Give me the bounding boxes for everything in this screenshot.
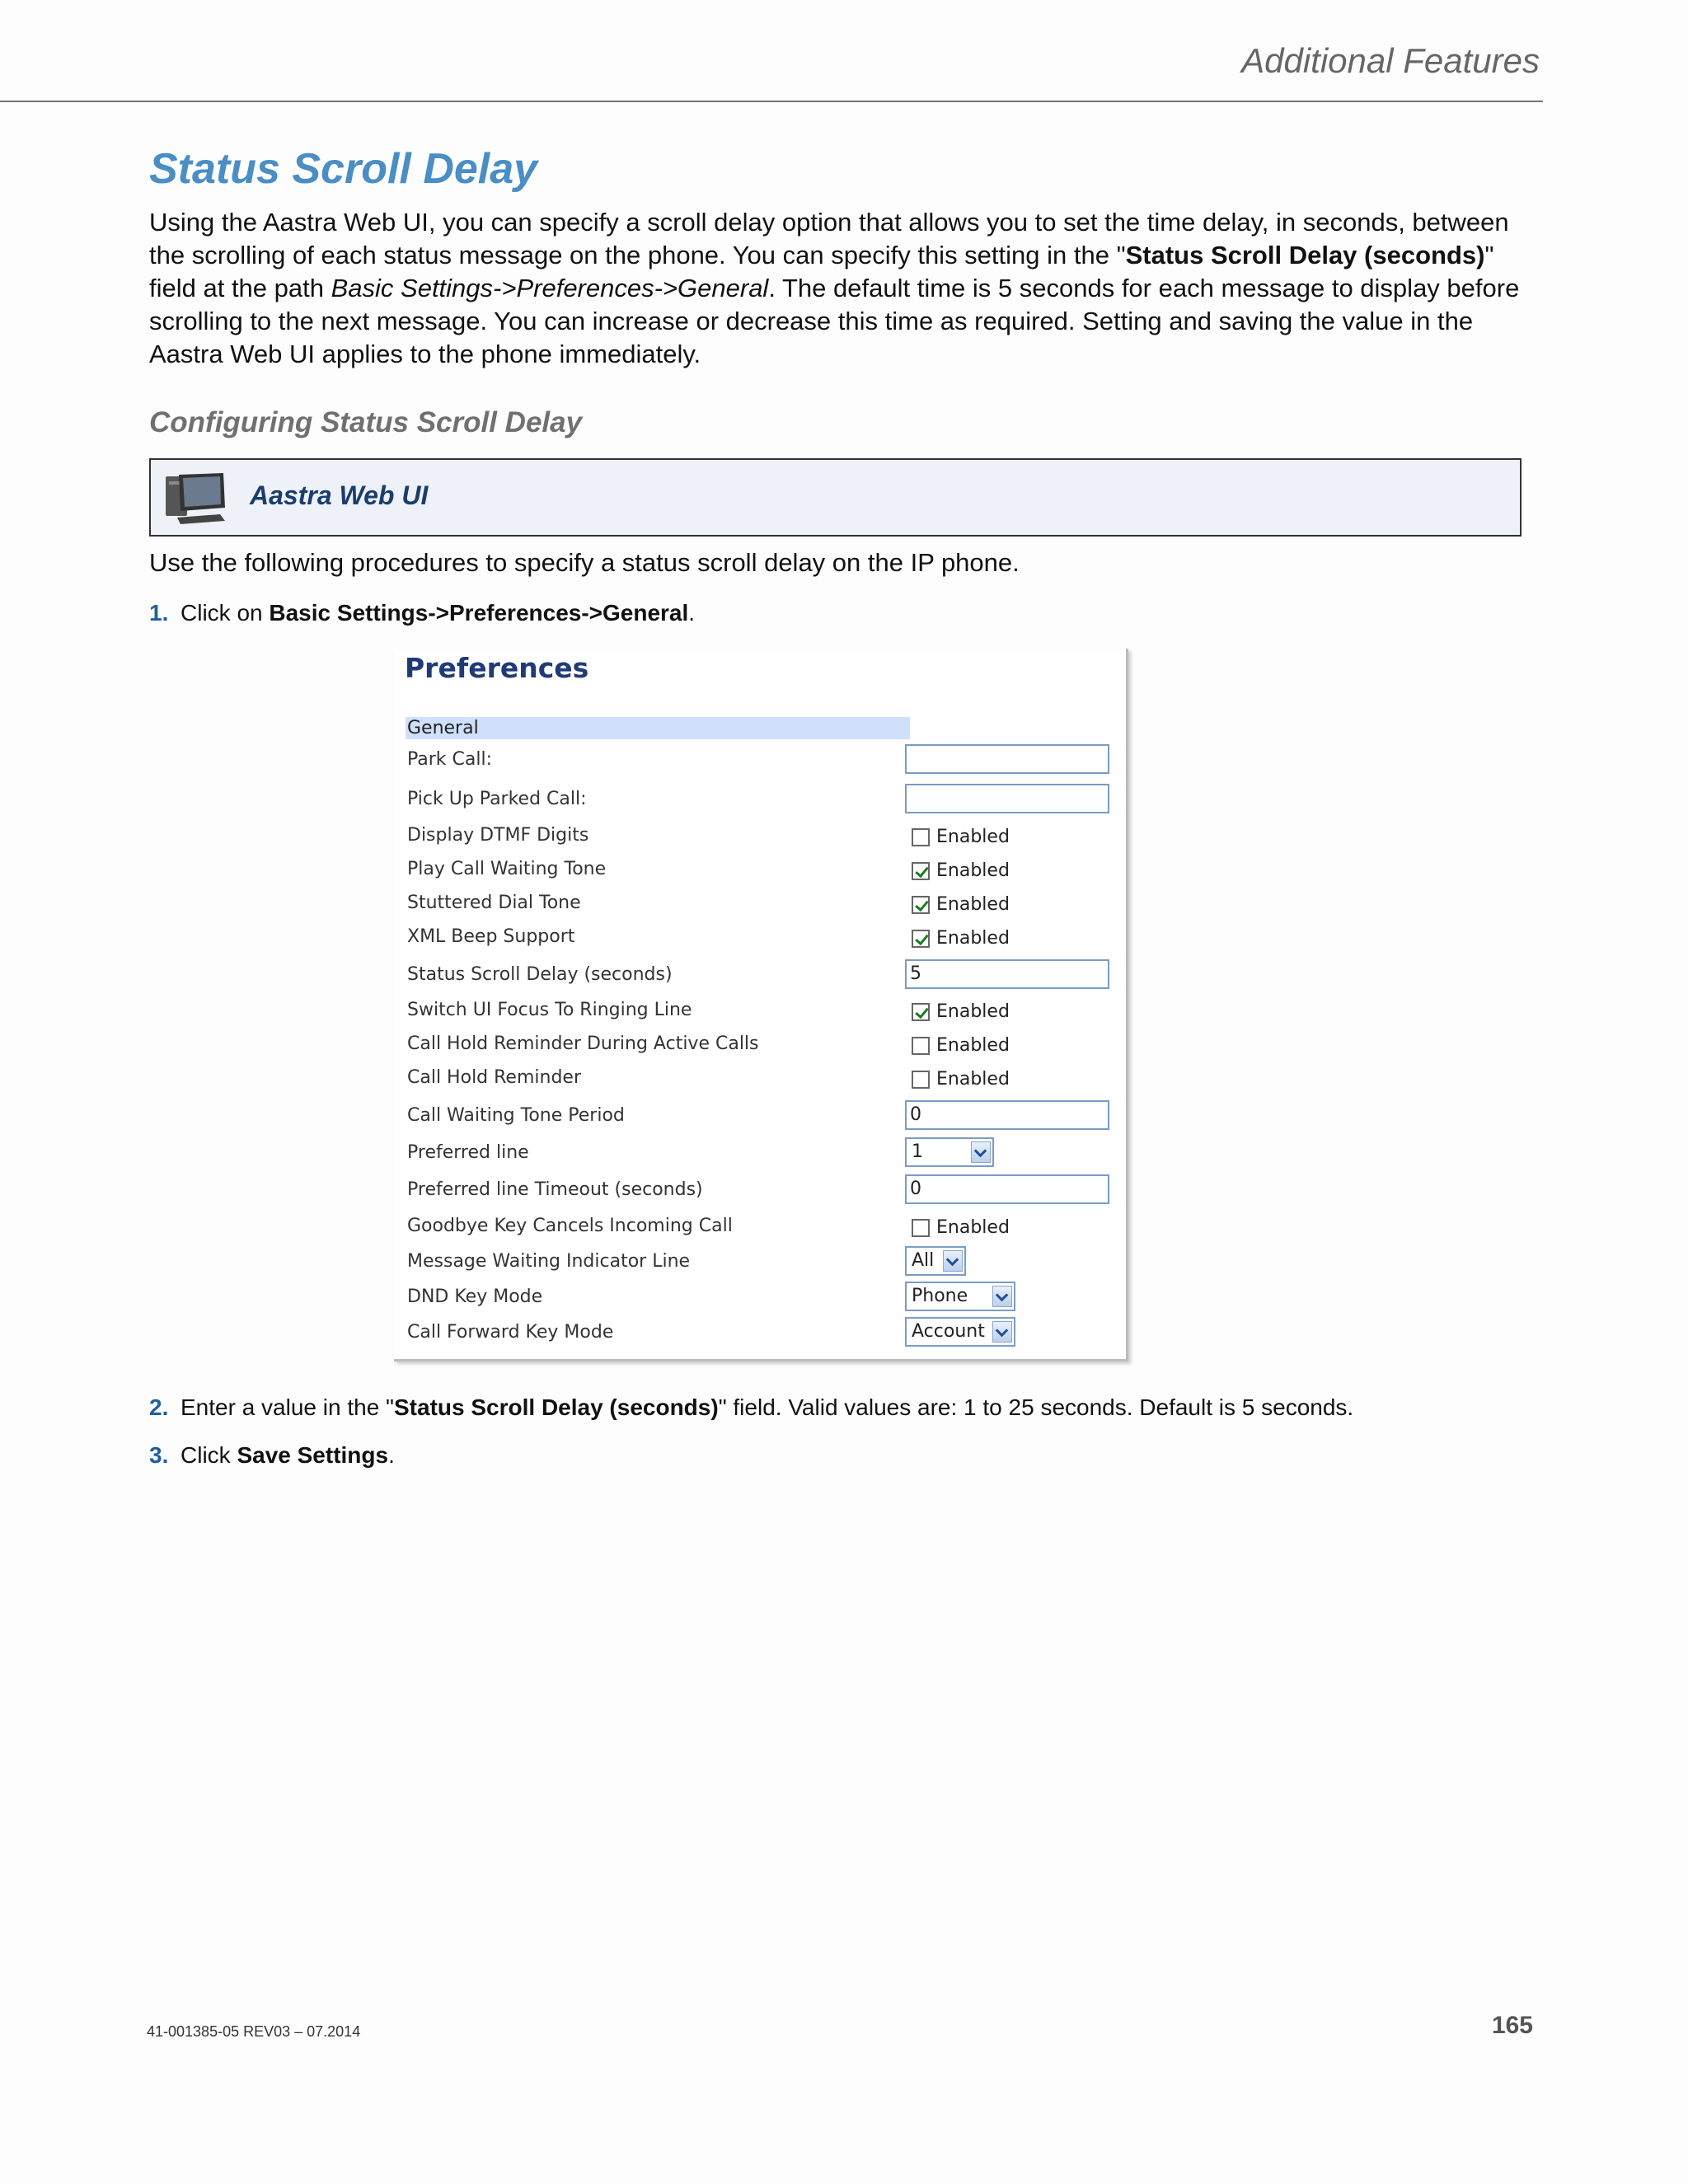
step-number: 2. [149,1394,169,1420]
intro-text-3: . The default time is 5 seconds for each message to display before scrolling to the next message. You can increase or decrease this time as required. Setting and saving the value in the Aastra Web UI applies to the phone immediately. [149,274,1520,368]
step-text-end: . [388,1442,395,1468]
step-text-end: " field. Valid values are: 1 to 25 seconds. Default is 5 seconds. [718,1394,1354,1420]
step-bold: Status Scroll Delay (seconds) [394,1394,719,1420]
banner-label: Aastra Web UI [250,480,429,510]
checkbox-label: Enabled [936,1035,1010,1056]
mwi-line-select[interactable] [905,1246,966,1276]
call-hold-reminder-checkbox[interactable] [912,1071,930,1089]
checkbox-label: Enabled [936,1217,1010,1238]
checkbox-label: Enabled [936,1069,1010,1090]
row-label: Status Scroll Delay (seconds) [407,964,673,985]
call-forward-key-mode-select[interactable] [905,1317,1015,1347]
web-ui-banner [149,458,1522,537]
step-3 [149,1442,395,1469]
intro-text-2: " field at the path [149,241,1494,302]
row-label: XML Beep Support [407,926,575,947]
call-hold-reminder-active-checkbox[interactable] [912,1037,930,1055]
call-waiting-tone-period-input[interactable]: 0 [905,1100,1109,1130]
row-label: Goodbye Key Cancels Incoming Call [407,1216,733,1236]
select-value: Account [912,1321,985,1342]
row-label: Park Call: [407,749,493,770]
step-text: Enter a value in the " [181,1394,394,1420]
row-label: Pick Up Parked Call: [407,789,587,809]
row-label: DND Key Mode [407,1286,543,1307]
row-label: Preferred line Timeout (seconds) [407,1179,703,1200]
chevron-down-icon[interactable] [943,1250,963,1272]
row-label: Message Waiting Indicator Line [407,1251,691,1272]
general-section-header: General [406,717,910,739]
step-bold: Save Settings [237,1442,389,1468]
intro-text-1: Using the Aastra Web UI, you can specify a scroll delay option that allows you to set the time delay, in seconds, between the scrolling of each status message on the phone. You can specify this setting in the " [149,208,1509,269]
row-label: Stuttered Dial Tone [407,893,581,913]
document-id: 41-001385-05 REV03 – 07.2014 [147,2023,361,2040]
pick-up-parked-call-input[interactable] [905,784,1109,813]
play-call-waiting-tone-checkbox[interactable] [912,862,930,880]
preferences-title: Preferences [405,652,589,684]
step-1 [149,600,695,626]
row-label: Call Hold Reminder [407,1067,581,1088]
stuttered-dial-tone-checkbox[interactable] [912,896,930,914]
row-label: Call Forward Key Mode [407,1322,614,1343]
display-dtmf-digits-checkbox[interactable] [912,828,930,846]
preferred-line-select[interactable] [905,1137,994,1167]
intro-paragraph [149,206,1538,371]
running-header: Additional Features [1241,41,1540,80]
select-value: Phone [912,1286,968,1306]
goodbye-key-cancels-checkbox[interactable] [912,1219,930,1237]
header-divider [0,101,1543,102]
step-text: Click on [181,600,270,626]
row-label: Switch UI Focus To Ringing Line [407,1000,692,1020]
dnd-key-mode-select[interactable] [905,1282,1015,1311]
park-call-input[interactable] [905,744,1109,774]
checkbox-label: Enabled [936,827,1010,847]
step-2 [149,1394,1353,1421]
row-label: Display DTMF Digits [407,825,589,846]
chevron-down-icon[interactable] [992,1286,1012,1307]
step-text-end: . [688,600,696,626]
checkbox-label: Enabled [936,860,1010,881]
page-title: Status Scroll Delay [149,145,538,193]
checkbox-label: Enabled [936,894,1010,915]
row-label: Call Hold Reminder During Active Calls [407,1033,759,1054]
row-label: Preferred line [407,1142,529,1163]
step-number: 3. [149,1442,169,1468]
chevron-down-icon[interactable] [971,1141,991,1163]
step-bold: Basic Settings->Preferences->General [269,600,689,626]
step-number: 1. [149,600,169,626]
section-subtitle: Configuring Status Scroll Delay [149,406,583,438]
step-text: Click [181,1442,237,1468]
page-number: 165 [1491,2012,1533,2039]
select-value: 1 [912,1141,923,1162]
row-label: Call Waiting Tone Period [407,1105,625,1126]
computer-icon [162,470,228,527]
path-italic: Basic Settings->Preferences->General [331,274,769,302]
xml-beep-support-checkbox[interactable] [912,930,930,948]
status-scroll-delay-input[interactable]: 5 [905,959,1109,989]
preferred-line-timeout-input[interactable]: 0 [905,1174,1109,1204]
procedure-intro: Use the following procedures to specify a status scroll delay on the IP phone. [149,548,1020,577]
checkbox-label: Enabled [936,1001,1010,1022]
preferences-screenshot [394,649,1128,1361]
checkbox-label: Enabled [936,928,1010,949]
row-label: Play Call Waiting Tone [407,859,607,879]
select-value: All [912,1250,935,1271]
field-name-bold: Status Scroll Delay (seconds) [1125,241,1485,269]
switch-ui-focus-checkbox[interactable] [912,1003,930,1021]
chevron-down-icon[interactable] [992,1321,1012,1343]
